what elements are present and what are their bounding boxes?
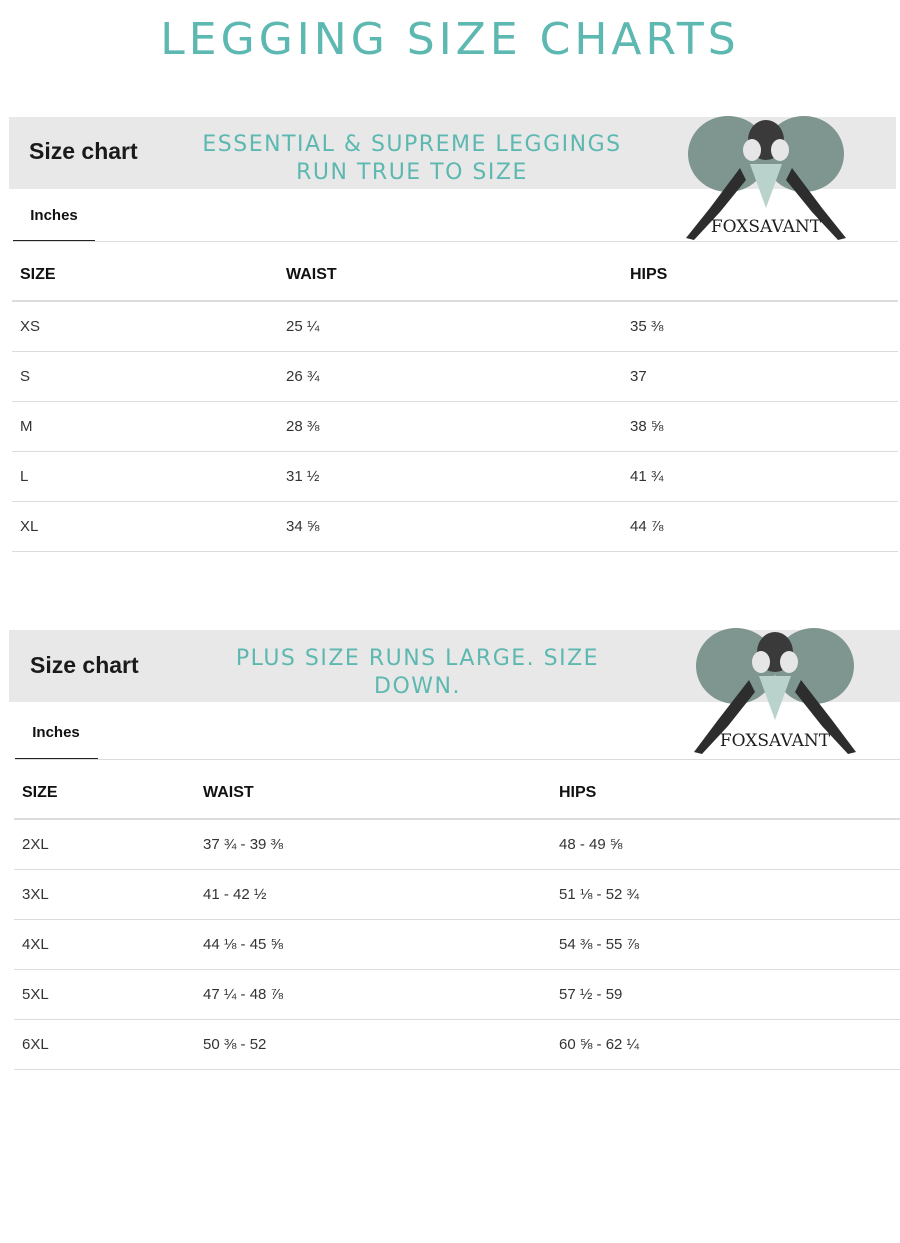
cell-waist: 26 ¾ [278,352,622,402]
table-row [14,819,900,870]
chart-note-line: ESSENTIAL & SUPREME LEGGINGS [202,132,622,157]
cell-size: S [12,352,278,402]
cell-hips: 44 ⅞ [622,502,898,552]
chart-header-label: Size chart [29,138,138,164]
cell-waist: 50 ⅜ - 52 [195,1020,551,1070]
column-header-size: SIZE [14,768,195,819]
column-header-waist: WAIST [195,768,551,819]
chart-note-line: PLUS SIZE RUNS LARGE. SIZE DOWN. [235,646,600,699]
cell-waist: 37 ¾ - 39 ⅜ [195,819,551,870]
cell-waist: 47 ¼ - 48 ⅞ [195,970,551,1020]
column-header-waist: WAIST [278,250,622,301]
table-row [14,1020,900,1070]
cell-hips: 60 ⅝ - 62 ¼ [551,1020,900,1070]
divider [15,759,900,760]
cell-waist: 44 ⅛ - 45 ⅝ [195,920,551,970]
chart-note-line: RUN TRUE TO SIZE [296,160,528,185]
cell-hips: 35 ⅜ [622,301,898,352]
cell-size: 3XL [14,870,195,920]
cell-hips: 38 ⅝ [622,402,898,452]
cell-size: 2XL [14,819,195,870]
cell-waist: 41 - 42 ½ [195,870,551,920]
cell-hips: 57 ½ - 59 [551,970,900,1020]
brand-logo [688,620,862,756]
cell-size: L [12,452,278,502]
chart-header-label: Size chart [30,652,139,678]
cell-size: 6XL [14,1020,195,1070]
cell-hips: 51 ⅛ - 52 ¾ [551,870,900,920]
logo-wordmark: FOXSAVANT [710,217,822,237]
cell-size: 5XL [14,970,195,1020]
table-row [14,870,900,920]
tab-inches[interactable]: Inches [30,207,78,224]
cell-hips: 54 ⅜ - 55 ⅞ [551,920,900,970]
column-header-hips: HIPS [551,768,900,819]
table-header-row [14,768,900,819]
cell-size: XS [12,301,278,352]
cell-size: XL [12,502,278,552]
table-row [14,920,900,970]
tab-inches[interactable]: Inches [32,724,80,741]
logo-wordmark: FOXSAVANT [719,731,831,751]
cell-size: M [12,402,278,452]
chart-note [190,645,645,701]
cell-size: 4XL [14,920,195,970]
cell-waist: 25 ¼ [278,301,622,352]
cell-hips: 48 - 49 ⅝ [551,819,900,870]
cell-hips: 41 ¾ [622,452,898,502]
table-row [14,970,900,1020]
page-title: LEGGING SIZE CHARTS [160,14,740,65]
column-header-size: SIZE [12,250,278,301]
cell-hips: 37 [622,352,898,402]
cell-waist: 31 ½ [278,452,622,502]
column-header-hips: HIPS [622,250,898,301]
cell-waist: 28 ⅜ [278,402,622,452]
size-table [14,768,900,1070]
cell-waist: 34 ⅝ [278,502,622,552]
